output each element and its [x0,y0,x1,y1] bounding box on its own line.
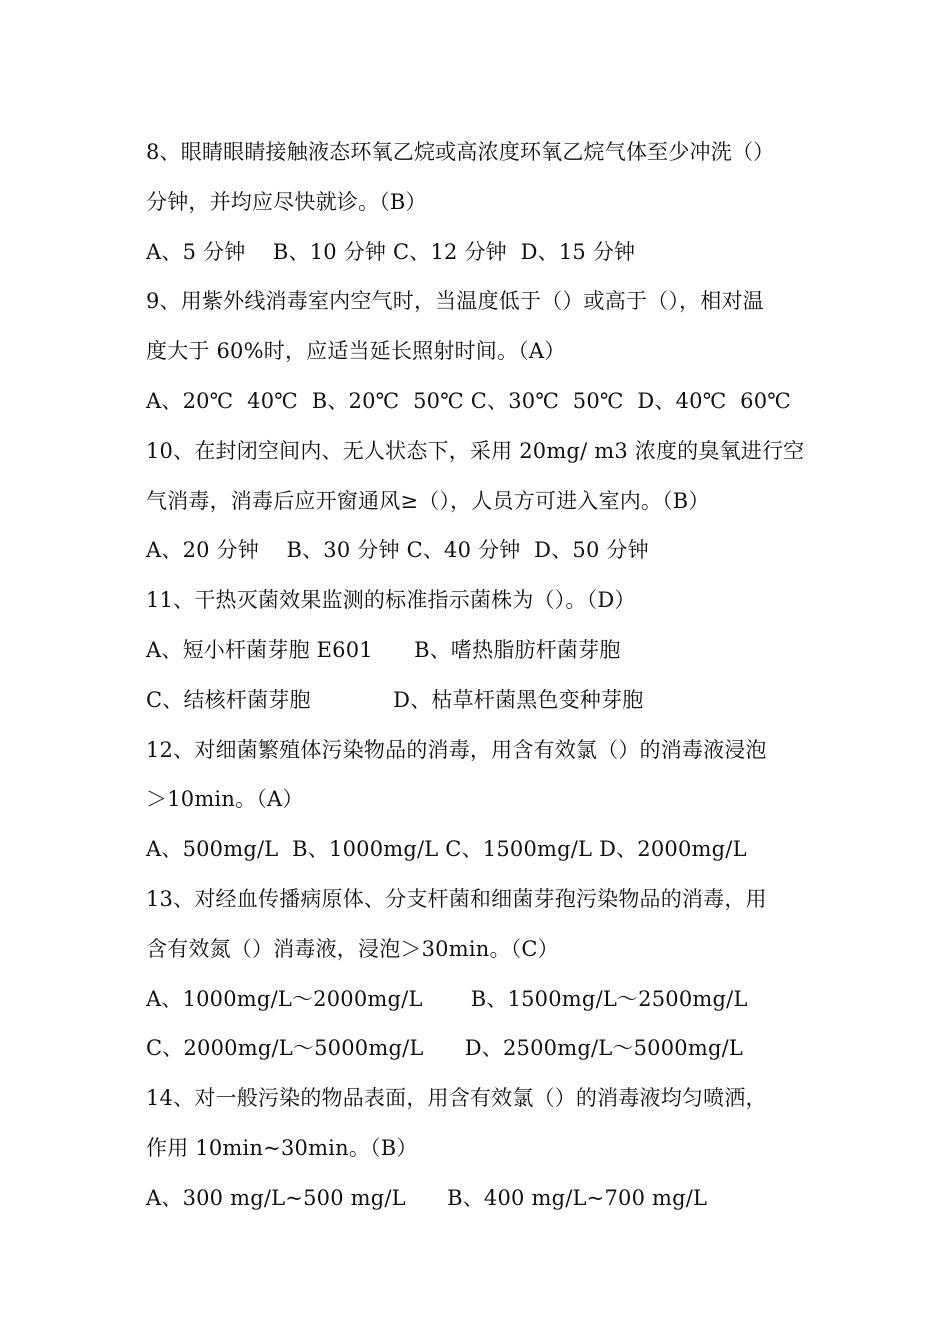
q14-line-2: 作用 10min~30min。（B） [146,1135,418,1160]
q13-line-1: 13、对经血传播病原体、分支杆菌和细菌芽孢污染物品的消毒，用 [146,886,767,911]
q9-line-1: 9、用紫外线消毒室内空气时，当温度低于（）或高于（），相对温 [146,289,764,314]
q13-options-ab: A、1000mg/L～2000mg/L B、1500mg/L～2500mg/L [146,986,748,1011]
q11-line-1: 11、干热灭菌效果监测的标准指示菌株为（）。（D） [146,588,636,613]
question-text-block [146,128,826,1224]
q11-options-cd: C、结核杆菌芽胞 D、枯草杆菌黑色变种芽胞 [146,687,644,712]
q9-options: A、20℃ 40℃ B、20℃ 50℃ C、30℃ 50℃ D、40℃ 60℃ [146,388,791,413]
q14-options-ab: A、300 mg/L~500 mg/L B、400 mg/L~700 mg/L [146,1185,708,1210]
q10-line-2: 气消毒，消毒后应开窗通风≥（），人员方可进入室内。（B） [146,488,710,513]
q10-line-1: 10、在封闭空间内、无人状态下，采用 20mg/ m3 浓度的臭氧进行空 [146,438,805,463]
q8-line-1: 8、眼睛眼睛接触液态环氧乙烷或高浓度环氧乙烷气体至少冲洗（） [146,140,775,164]
q12-options: A、500mg/L B、1000mg/L C、1500mg/L D、2000mg/L [146,837,747,862]
q12-line-1: 12、对细菌繁殖体污染物品的消毒，用含有效氯（）的消毒液浸泡 [146,737,767,762]
q8-line-2: 分钟，并均应尽快就诊。（B） [146,189,427,214]
q8-options: A、5 分钟 B、10 分钟 C、12 分钟 D、15 分钟 [146,239,636,264]
q9-line-2: 度大于 60%时，应适当延长照射时间。（A） [146,339,566,364]
q14-line-1: 14、对一般污染的物品表面，用含有效氯（）的消毒液均匀喷洒， [146,1086,767,1111]
q10-options: A、20 分钟 B、30 分钟 C、40 分钟 D、50 分钟 [146,538,649,563]
q13-line-2: 含有效氮（）消毒液，浸泡＞30min。（C） [146,936,559,961]
q12-line-2: ＞10min。（A） [146,787,304,812]
q11-options-ab: A、短小杆菌芽胞 E601 B、嗜热脂肪杆菌芽胞 [146,637,621,662]
q13-options-cd: C、2000mg/L～5000mg/L D、2500mg/L～5000mg/L [146,1036,744,1061]
